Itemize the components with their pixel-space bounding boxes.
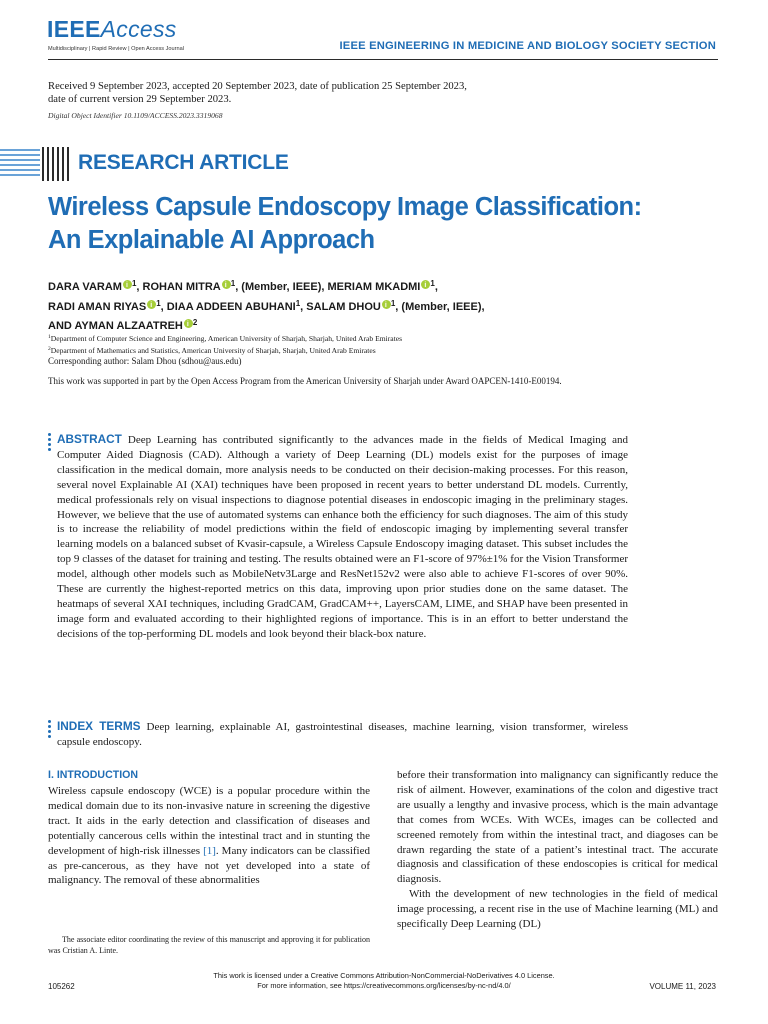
volume-info: VOLUME 11, 2023: [649, 982, 716, 991]
affiliation-text: Department of Mathematics and Statistics, American University of Sharjah, Sharjah, United Arab Emirates: [50, 346, 376, 355]
page-number: 105262: [48, 982, 75, 991]
license-link[interactable]: For more information, see https://creativecommons.org/licenses/by-nc-nd/4.0/: [257, 980, 511, 990]
affiliation-number: 2: [48, 346, 51, 352]
intro-right-column: [397, 768, 718, 932]
author-name: , SALAM DHOU: [300, 300, 381, 313]
affiliation-marker: 1: [131, 279, 137, 288]
editor-footnote: The associate editor coordinating the review of this manuscript and approving it for publication was Cristian A. Linte.: [48, 935, 370, 955]
affiliations: [48, 332, 688, 356]
index-terms-label: INDEX TERMS: [57, 719, 141, 733]
author-name: , ROHAN MITRA: [136, 281, 221, 293]
article-type: RESEARCH ARTICLE: [78, 151, 289, 174]
dates-line-1: Received 9 September 2023, accepted 20 September 2023, date of publication 25 September 2023,: [48, 81, 467, 92]
abstract-text: Deep Learning has contributed significantly to the advances made in the fields of Medical Imaging and Computer Aided Diagnosis (CAD). Although a variety of Deep Learning (DL) models exist for the purposes of image classification in the medical domain, more analysis needs to be conducted on their decision-making processes. For this reason, several novel Explainable AI (XAI) techniques have been proposed in recent years to better understand DL models. Currently, medical professionals rely on visual inspections to diagnose potential diseases in endoscopic imaging in the preliminary stages. However, we believe that the use of automated systems can enhance both the efficiency for such diagnoses. The aim of this study is to increase the reliability of model predictions within the field of endoscopic imaging by implementing several transfer learning models on a balanced subset of Kvasir-capsule, a Wireless Capsule Endoscopy imaging dataset. This subset includes the top 9 classes of the dataset for training and testing. The results obtained were an F1-score of 97%±1% for the Vision Transformer model, although other models such as MobileNetv3Large and ResNet152v2 were also able to achieve F1-scores of over 90%. These are currently the highest-reported metrics on this data, improving upon prior studies done on the same dataset. The heatmaps of several XAI techniques, including GradCAM, GradCAM++, LayersCAM, LIME, and SHAP have been presented in image form and evaluated according to their highlighted regions of importance. This is in an effort to better understand the decisions of the top-performing DL models and look beyond their black-box nature.: [57, 434, 628, 640]
abstract-dots-icon: [48, 433, 51, 453]
affiliation-text: Department of Computer Science and Engineering, American University of Sharjah, Sharjah, United Arab Emirates: [50, 334, 403, 343]
header-divider: [48, 59, 718, 60]
orcid-icon[interactable]: [382, 300, 391, 309]
citation-link[interactable]: [1]: [203, 844, 216, 857]
affiliation-marker: 1: [390, 298, 396, 308]
affiliation-number: 1: [48, 334, 51, 340]
index-terms: [57, 719, 628, 750]
affiliation-marker: 1: [430, 279, 435, 288]
license-line-1: This work is licensed under a Creative Commons Attribution-NonCommercial-NoDerivatives 4.0 License.: [213, 971, 555, 980]
abstract: [57, 432, 628, 642]
author-name: , (Member, IEEE), MERIAM MKADMI: [235, 281, 421, 293]
section-heading: I. INTRODUCTION: [48, 769, 139, 781]
affiliation-marker: 1: [295, 298, 301, 308]
dates-line-2: date of current version 29 September 2023.: [48, 94, 232, 105]
title-line-2: An Explainable AI Approach: [48, 226, 375, 254]
intro-left-column: [48, 784, 370, 888]
publication-dates: [48, 80, 608, 106]
author-name: AND AYMAN ALZAATREH: [48, 320, 183, 332]
author-name: RADI AMAN RIYAS: [48, 300, 147, 313]
affiliation-1: [48, 332, 688, 344]
orcid-icon[interactable]: [184, 319, 193, 328]
paragraph-text: With the development of new technologies in the field of medical image processing, a recent rise in the use of Machine learning (ML) and specifically Deep Learning (DL): [397, 888, 718, 931]
paragraph-text: Wireless capsule endoscopy (WCE) is a popular procedure within the medical domain due to its non-invasive nature in screening the digestive tract. It aids in the early detection and classification of diseases and potentially cancerous cells within the intestinal tract and in stunting the development of high-risk illnesses: [48, 785, 370, 857]
paragraph-text: . Many indicators can be classified as pre-cancerous, as they have not yet developed into a state of malignancy. The removal of these abnormalities: [48, 844, 370, 887]
corresponding-author: Corresponding author: Salam Dhou (sdhou@aus.edu): [48, 356, 242, 366]
author-name: , (Member, IEEE),: [395, 300, 485, 313]
affiliation-marker: 1: [230, 279, 236, 288]
banner-stripes-icon: [0, 147, 72, 181]
funding-note: This work was supported in part by the Open Access Program from the American University of Sharjah under Award OAPCEN-1410-E00194.: [48, 376, 562, 386]
title-line-1: Wireless Capsule Endoscopy Image Classification:: [48, 193, 642, 221]
paper-title: [48, 191, 728, 257]
orcid-icon[interactable]: [222, 280, 231, 289]
doi: Digital Object Identifier 10.1109/ACCESS.2023.3319068: [48, 111, 223, 120]
journal-section: IEEE ENGINEERING IN MEDICINE AND BIOLOGY SOCIETY SECTION: [339, 40, 716, 52]
logo-access: Access: [100, 16, 177, 42]
affiliation-2: [48, 344, 688, 356]
affiliation-marker: 1: [156, 298, 161, 308]
paragraph-text: before their transformation into malignancy can significantly reduce the risk of ailment. However, examinations of the colon and digestive tract are usually a lengthy and invasive process, which is the main advantage that comes from WCEs. With WCEs, images can be collected and screened remotely from within the intestinal tract, and diagoses can be drawn regarding the state of a patient’s intestinal tract. The accurate diagnosis and classification of these endoscopies is critical for medical diagnosis.: [397, 769, 718, 886]
logo-brand: IEEE: [47, 16, 101, 42]
index-terms-dots-icon: [48, 720, 51, 740]
journal-logo: [47, 16, 177, 43]
author-separator: ,: [434, 281, 438, 293]
index-terms-text: Deep learning, explainable AI, gastrointestinal diseases, machine learning, vision transformer, wireless capsule endoscopy.: [57, 721, 628, 748]
author-list: [48, 276, 688, 335]
abstract-label: ABSTRACT: [57, 432, 122, 446]
affiliation-marker: 2: [192, 318, 198, 327]
orcid-icon[interactable]: [123, 280, 132, 289]
orcid-icon[interactable]: [147, 300, 156, 309]
author-name: DARA VARAM: [48, 281, 122, 293]
logo-tagline: Multidisciplinary | Rapid Review | Open Access Journal: [48, 46, 184, 52]
author-name: , DIAA ADDEEN ABUHANI: [160, 300, 296, 313]
